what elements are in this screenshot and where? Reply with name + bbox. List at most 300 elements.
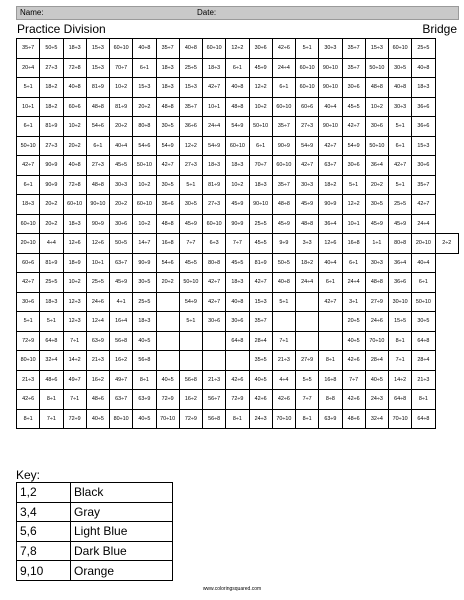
grid-cell[interactable]: 20÷5 <box>342 312 365 332</box>
grid-cell[interactable]: 30÷6 <box>249 39 272 59</box>
grid-cell[interactable]: 50÷5 <box>272 253 295 273</box>
grid-cell[interactable]: 35÷7 <box>272 175 295 195</box>
grid-cell[interactable]: 10÷2 <box>63 273 86 293</box>
grid-cell[interactable]: 12÷4 <box>86 312 109 332</box>
grid-cell[interactable]: 21÷3 <box>272 351 295 371</box>
grid-cell[interactable]: 60÷10 <box>203 214 226 234</box>
grid-cell[interactable]: 7÷7 <box>226 234 249 254</box>
grid-cell[interactable]: 10÷1 <box>86 253 109 273</box>
grid-cell[interactable]: 80÷8 <box>389 234 412 254</box>
grid-cell[interactable]: 80÷10 <box>110 409 133 429</box>
grid-cell[interactable]: 32÷4 <box>365 409 388 429</box>
grid-cell[interactable]: 50÷10 <box>365 136 388 156</box>
grid-cell[interactable]: 10÷2 <box>226 175 249 195</box>
grid-cell[interactable]: 30÷3 <box>389 97 412 117</box>
grid-cell[interactable]: 6÷1 <box>342 253 365 273</box>
grid-cell[interactable]: 6÷3 <box>203 234 226 254</box>
grid-cell[interactable]: 30÷6 <box>365 117 388 137</box>
grid-cell[interactable] <box>179 331 202 351</box>
grid-cell[interactable]: 45÷9 <box>365 214 388 234</box>
grid-cell[interactable]: 18÷3 <box>203 58 226 78</box>
grid-cell[interactable]: 48÷8 <box>156 97 179 117</box>
grid-cell[interactable]: 54÷9 <box>342 136 365 156</box>
grid-cell[interactable]: 27÷9 <box>296 351 319 371</box>
grid-cell[interactable]: 8÷1 <box>389 331 412 351</box>
grid-cell[interactable]: 48÷8 <box>296 214 319 234</box>
grid-cell[interactable]: 35÷7 <box>342 58 365 78</box>
grid-cell[interactable]: 25÷5 <box>133 292 156 312</box>
grid-cell[interactable]: 20÷4 <box>17 58 40 78</box>
grid-cell[interactable]: 42÷7 <box>203 273 226 293</box>
grid-cell[interactable]: 24÷6 <box>86 292 109 312</box>
grid-cell[interactable]: 27÷3 <box>296 117 319 137</box>
grid-cell[interactable]: 56÷7 <box>203 390 226 410</box>
grid-cell[interactable]: 40÷8 <box>412 58 435 78</box>
grid-cell[interactable]: 81÷9 <box>249 253 272 273</box>
grid-cell[interactable]: 8÷1 <box>17 409 40 429</box>
grid-cell[interactable]: 8÷1 <box>412 390 435 410</box>
grid-cell[interactable]: 18÷3 <box>412 78 435 98</box>
grid-cell[interactable]: 18÷3 <box>156 78 179 98</box>
grid-cell[interactable]: 8÷1 <box>226 409 249 429</box>
grid-cell[interactable]: 5÷1 <box>179 175 202 195</box>
grid-cell[interactable]: 72÷8 <box>63 58 86 78</box>
grid-cell[interactable]: 40÷8 <box>389 78 412 98</box>
grid-cell[interactable]: 5÷1 <box>40 312 63 332</box>
grid-cell[interactable]: 60÷10 <box>272 156 295 176</box>
grid-cell[interactable]: 30÷3 <box>110 175 133 195</box>
grid-cell[interactable]: 60÷10 <box>203 39 226 59</box>
grid-cell[interactable]: 81÷9 <box>40 253 63 273</box>
grid-cell[interactable]: 60÷10 <box>296 58 319 78</box>
grid-cell[interactable]: 24÷3 <box>249 409 272 429</box>
grid-cell[interactable]: 7÷1 <box>63 390 86 410</box>
grid-cell[interactable]: 6÷1 <box>133 58 156 78</box>
grid-cell[interactable]: 6÷1 <box>17 175 40 195</box>
grid-cell[interactable]: 8÷1 <box>40 390 63 410</box>
grid-cell[interactable]: 24÷6 <box>365 312 388 332</box>
grid-cell[interactable]: 18÷3 <box>63 214 86 234</box>
grid-cell[interactable]: 48÷6 <box>40 370 63 390</box>
grid-cell[interactable]: 64÷8 <box>40 331 63 351</box>
grid-cell[interactable]: 25÷5 <box>249 214 272 234</box>
grid-cell[interactable]: 35÷7 <box>17 39 40 59</box>
grid-cell[interactable]: 28÷4 <box>249 331 272 351</box>
grid-cell[interactable]: 48÷8 <box>226 97 249 117</box>
grid-cell[interactable]: 6÷1 <box>412 273 435 293</box>
grid-cell[interactable]: 54÷9 <box>296 136 319 156</box>
grid-cell[interactable]: 35÷5 <box>249 351 272 371</box>
grid-cell[interactable] <box>156 351 179 371</box>
grid-cell[interactable]: 20÷2 <box>110 117 133 137</box>
grid-cell[interactable] <box>319 331 342 351</box>
grid-cell[interactable]: 60÷10 <box>17 214 40 234</box>
grid-cell[interactable]: 36÷6 <box>156 195 179 215</box>
grid-cell[interactable]: 30÷5 <box>156 175 179 195</box>
grid-cell[interactable]: 42÷7 <box>203 78 226 98</box>
grid-cell[interactable]: 48÷8 <box>156 214 179 234</box>
grid-cell[interactable]: 27÷3 <box>203 195 226 215</box>
grid-cell[interactable]: 12÷2 <box>342 195 365 215</box>
grid-cell[interactable]: 42÷7 <box>17 273 40 293</box>
grid-cell[interactable]: 30÷3 <box>365 253 388 273</box>
grid-cell[interactable]: 40÷8 <box>272 273 295 293</box>
grid-cell[interactable]: 7÷1 <box>389 351 412 371</box>
grid-cell[interactable]: 5÷1 <box>296 39 319 59</box>
grid-cell[interactable]: 18÷3 <box>226 273 249 293</box>
grid-cell[interactable]: 7÷1 <box>40 409 63 429</box>
grid-cell[interactable]: 45÷9 <box>110 273 133 293</box>
grid-cell[interactable]: 10÷2 <box>365 97 388 117</box>
grid-cell[interactable]: 30÷6 <box>412 156 435 176</box>
grid-cell[interactable]: 42÷7 <box>249 273 272 293</box>
grid-cell[interactable]: 90÷9 <box>133 253 156 273</box>
grid-cell[interactable]: 70÷7 <box>249 156 272 176</box>
grid-cell[interactable]: 18÷2 <box>40 78 63 98</box>
grid-cell[interactable]: 15÷3 <box>365 39 388 59</box>
grid-cell[interactable]: 5÷1 <box>272 292 295 312</box>
grid-cell[interactable]: 20÷2 <box>110 195 133 215</box>
grid-cell[interactable]: 4÷4 <box>40 234 63 254</box>
grid-cell[interactable]: 42÷7 <box>319 136 342 156</box>
grid-cell[interactable]: 35÷7 <box>249 312 272 332</box>
grid-cell[interactable]: 20÷2 <box>40 214 63 234</box>
grid-cell[interactable]: 72÷9 <box>17 331 40 351</box>
grid-cell[interactable]: 16÷8 <box>156 234 179 254</box>
grid-cell[interactable]: 40÷5 <box>249 370 272 390</box>
grid-cell[interactable]: 70÷7 <box>110 58 133 78</box>
grid-cell[interactable]: 42÷7 <box>412 195 435 215</box>
grid-cell[interactable]: 42÷7 <box>342 117 365 137</box>
grid-cell[interactable]: 10÷2 <box>133 175 156 195</box>
grid-cell[interactable]: 4÷4 <box>272 370 295 390</box>
grid-cell[interactable]: 60÷10 <box>389 39 412 59</box>
grid-cell[interactable]: 30÷5 <box>133 273 156 293</box>
grid-cell[interactable]: 90÷9 <box>319 195 342 215</box>
grid-cell[interactable]: 30÷6 <box>342 156 365 176</box>
grid-cell[interactable]: 20÷2 <box>40 195 63 215</box>
grid-cell[interactable] <box>179 351 202 371</box>
grid-cell[interactable]: 42÷6 <box>342 351 365 371</box>
grid-cell[interactable]: 1÷1 <box>365 234 388 254</box>
grid-cell[interactable]: 28÷4 <box>412 351 435 371</box>
grid-cell[interactable]: 15÷5 <box>389 312 412 332</box>
grid-cell[interactable]: 30÷6 <box>17 292 40 312</box>
grid-cell[interactable]: 36÷6 <box>389 273 412 293</box>
grid-cell[interactable]: 45÷5 <box>110 156 133 176</box>
grid-cell[interactable]: 63÷9 <box>319 409 342 429</box>
grid-cell[interactable]: 54÷9 <box>203 136 226 156</box>
grid-cell[interactable]: 30÷5 <box>179 195 202 215</box>
grid-cell[interactable]: 12÷2 <box>179 136 202 156</box>
grid-cell[interactable]: 16÷2 <box>110 351 133 371</box>
grid-cell[interactable]: 70÷10 <box>365 331 388 351</box>
grid-cell[interactable]: 90÷9 <box>40 156 63 176</box>
grid-cell[interactable]: 60÷6 <box>17 253 40 273</box>
grid-cell[interactable]: 21÷3 <box>203 370 226 390</box>
grid-cell[interactable]: 49÷7 <box>110 370 133 390</box>
grid-cell[interactable]: 50÷10 <box>133 156 156 176</box>
grid-cell[interactable]: 12÷3 <box>63 312 86 332</box>
grid-cell[interactable]: 50÷10 <box>412 292 435 312</box>
grid-cell[interactable]: 48÷8 <box>365 273 388 293</box>
grid-cell[interactable]: 60÷10 <box>226 136 249 156</box>
grid-cell[interactable]: 18÷3 <box>249 175 272 195</box>
grid-cell[interactable]: 36÷6 <box>412 97 435 117</box>
grid-cell[interactable]: 80÷8 <box>133 117 156 137</box>
grid-cell[interactable]: 48÷6 <box>342 409 365 429</box>
grid-cell[interactable]: 5÷1 <box>17 78 40 98</box>
grid-cell[interactable]: 30÷5 <box>365 195 388 215</box>
grid-cell[interactable]: 10÷1 <box>203 97 226 117</box>
grid-cell[interactable]: 48÷6 <box>86 390 109 410</box>
grid-cell[interactable] <box>319 312 342 332</box>
grid-cell[interactable]: 42÷7 <box>296 156 319 176</box>
grid-cell[interactable]: 40÷8 <box>63 156 86 176</box>
grid-cell[interactable]: 81÷9 <box>110 97 133 117</box>
grid-cell[interactable]: 25÷5 <box>412 39 435 59</box>
grid-cell[interactable]: 60÷10 <box>110 39 133 59</box>
grid-cell[interactable]: 80÷8 <box>203 253 226 273</box>
grid-cell[interactable]: 54÷6 <box>86 117 109 137</box>
grid-cell[interactable]: 72÷8 <box>63 175 86 195</box>
grid-cell[interactable]: 42÷7 <box>389 156 412 176</box>
grid-cell[interactable]: 48÷8 <box>272 195 295 215</box>
grid-cell[interactable]: 42÷6 <box>249 390 272 410</box>
grid-cell[interactable]: 20÷10 <box>17 234 40 254</box>
grid-cell[interactable]: 15÷3 <box>86 39 109 59</box>
grid-cell[interactable]: 30÷6 <box>342 78 365 98</box>
grid-cell[interactable]: 45÷5 <box>179 253 202 273</box>
grid-cell[interactable]: 40÷8 <box>179 39 202 59</box>
grid-cell[interactable]: 27÷3 <box>179 156 202 176</box>
grid-cell[interactable]: 36÷4 <box>365 156 388 176</box>
grid-cell[interactable]: 18÷9 <box>63 253 86 273</box>
grid-cell[interactable]: 16÷2 <box>179 390 202 410</box>
grid-cell[interactable]: 6÷1 <box>272 78 295 98</box>
grid-cell[interactable]: 18÷3 <box>17 195 40 215</box>
grid-cell[interactable]: 60÷10 <box>133 195 156 215</box>
grid-cell[interactable]: 54÷9 <box>179 292 202 312</box>
grid-cell[interactable]: 45÷5 <box>226 253 249 273</box>
grid-cell[interactable]: 15÷3 <box>179 78 202 98</box>
grid-cell[interactable]: 10÷1 <box>17 97 40 117</box>
grid-cell[interactable]: 5÷1 <box>179 312 202 332</box>
grid-cell[interactable]: 30÷6 <box>226 312 249 332</box>
grid-cell[interactable]: 12÷6 <box>63 234 86 254</box>
grid-cell[interactable]: 12÷6 <box>86 234 109 254</box>
grid-cell[interactable]: 32÷4 <box>40 351 63 371</box>
grid-cell[interactable]: 4÷1 <box>110 292 133 312</box>
grid-cell[interactable]: 45÷9 <box>296 195 319 215</box>
grid-cell[interactable]: 40÷8 <box>226 292 249 312</box>
grid-cell[interactable]: 45÷5 <box>249 234 272 254</box>
grid-cell[interactable]: 50÷10 <box>249 117 272 137</box>
grid-cell[interactable]: 8÷1 <box>319 351 342 371</box>
grid-cell[interactable]: 27÷3 <box>40 136 63 156</box>
grid-cell[interactable]: 7÷1 <box>63 331 86 351</box>
grid-cell[interactable]: 30÷6 <box>203 312 226 332</box>
grid-cell[interactable]: 21÷3 <box>17 370 40 390</box>
grid-cell[interactable]: 42÷7 <box>203 292 226 312</box>
grid-cell[interactable] <box>156 312 179 332</box>
grid-cell[interactable]: 5÷5 <box>296 370 319 390</box>
grid-cell[interactable]: 16÷8 <box>319 370 342 390</box>
grid-cell[interactable]: 25÷5 <box>40 273 63 293</box>
grid-cell[interactable]: 70÷10 <box>272 409 295 429</box>
grid-cell[interactable]: 5÷1 <box>17 312 40 332</box>
grid-cell[interactable]: 6÷1 <box>17 117 40 137</box>
grid-cell[interactable]: 50÷10 <box>365 58 388 78</box>
grid-cell[interactable]: 18÷3 <box>133 312 156 332</box>
grid-cell[interactable]: 45÷9 <box>179 214 202 234</box>
grid-cell[interactable]: 10÷2 <box>249 97 272 117</box>
grid-cell[interactable]: 48÷8 <box>86 175 109 195</box>
grid-cell[interactable]: 21÷3 <box>412 370 435 390</box>
grid-cell[interactable]: 12÷6 <box>319 234 342 254</box>
grid-cell[interactable]: 81÷9 <box>40 117 63 137</box>
grid-cell[interactable]: 5÷1 <box>389 117 412 137</box>
grid-cell[interactable]: 90÷9 <box>272 136 295 156</box>
grid-cell[interactable]: 64÷8 <box>412 409 435 429</box>
grid-cell[interactable]: 42÷6 <box>272 39 295 59</box>
grid-cell[interactable]: 8÷8 <box>319 390 342 410</box>
grid-cell[interactable]: 48÷8 <box>86 97 109 117</box>
grid-cell[interactable]: 7÷7 <box>342 370 365 390</box>
grid-cell[interactable]: 30÷5 <box>156 117 179 137</box>
grid-cell[interactable]: 18÷3 <box>156 58 179 78</box>
grid-cell[interactable]: 90÷10 <box>319 117 342 137</box>
grid-cell[interactable]: 72÷9 <box>226 390 249 410</box>
grid-cell[interactable]: 40÷5 <box>365 370 388 390</box>
grid-cell[interactable]: 18÷3 <box>40 292 63 312</box>
grid-cell[interactable]: 10÷2 <box>63 117 86 137</box>
grid-cell[interactable]: 35÷7 <box>412 175 435 195</box>
grid-cell[interactable]: 20÷10 <box>412 234 435 254</box>
grid-cell[interactable] <box>156 292 179 312</box>
grid-cell[interactable]: 24÷3 <box>365 390 388 410</box>
grid-cell[interactable]: 40÷8 <box>63 78 86 98</box>
grid-cell[interactable]: 18÷2 <box>40 97 63 117</box>
grid-cell[interactable]: 18÷2 <box>296 253 319 273</box>
grid-cell[interactable]: 72÷9 <box>179 409 202 429</box>
grid-cell[interactable] <box>272 312 295 332</box>
grid-cell[interactable]: 54÷6 <box>133 136 156 156</box>
grid-cell[interactable] <box>296 292 319 312</box>
grid-cell[interactable]: 8÷1 <box>133 370 156 390</box>
grid-cell[interactable]: 64÷8 <box>412 331 435 351</box>
grid-cell[interactable]: 18÷3 <box>226 156 249 176</box>
grid-cell[interactable]: 40÷4 <box>319 253 342 273</box>
grid-cell[interactable]: 6÷1 <box>226 58 249 78</box>
grid-cell[interactable]: 60÷10 <box>296 78 319 98</box>
grid-cell[interactable]: 90÷9 <box>86 214 109 234</box>
grid-cell[interactable]: 90÷9 <box>40 175 63 195</box>
grid-cell[interactable]: 63÷9 <box>86 331 109 351</box>
grid-cell[interactable] <box>156 331 179 351</box>
grid-cell[interactable]: 24÷4 <box>203 117 226 137</box>
grid-cell[interactable]: 30÷3 <box>296 175 319 195</box>
grid-cell[interactable]: 40÷8 <box>133 39 156 59</box>
grid-cell[interactable]: 10÷2 <box>133 214 156 234</box>
grid-cell[interactable]: 63÷7 <box>319 156 342 176</box>
grid-cell[interactable]: 70÷10 <box>156 409 179 429</box>
grid-cell[interactable]: 40÷5 <box>156 370 179 390</box>
grid-cell[interactable]: 36÷4 <box>319 214 342 234</box>
grid-cell[interactable]: 15÷3 <box>249 292 272 312</box>
grid-cell[interactable]: 42÷6 <box>17 390 40 410</box>
grid-cell[interactable]: 7÷1 <box>272 331 295 351</box>
grid-cell[interactable]: 45÷9 <box>249 58 272 78</box>
grid-cell[interactable]: 20÷2 <box>63 136 86 156</box>
grid-cell[interactable]: 5÷1 <box>342 175 365 195</box>
grid-cell[interactable]: 24÷4 <box>412 214 435 234</box>
grid-cell[interactable]: 25÷5 <box>86 273 109 293</box>
grid-cell[interactable]: 20÷2 <box>365 175 388 195</box>
grid-cell[interactable]: 27÷3 <box>86 156 109 176</box>
grid-cell[interactable]: 72÷9 <box>63 409 86 429</box>
grid-cell[interactable]: 72÷9 <box>156 390 179 410</box>
grid-cell[interactable]: 63÷7 <box>110 390 133 410</box>
grid-cell[interactable]: 30÷6 <box>110 214 133 234</box>
grid-cell[interactable]: 7÷7 <box>179 234 202 254</box>
grid-cell[interactable]: 42÷7 <box>17 156 40 176</box>
grid-cell[interactable]: 15÷3 <box>412 136 435 156</box>
grid-cell[interactable]: 12÷3 <box>63 292 86 312</box>
grid-cell[interactable]: 20÷2 <box>156 273 179 293</box>
grid-cell[interactable]: 3÷1 <box>342 292 365 312</box>
grid-cell[interactable]: 64÷8 <box>389 390 412 410</box>
grid-cell[interactable]: 60÷6 <box>296 97 319 117</box>
grid-cell[interactable]: 40÷5 <box>342 331 365 351</box>
grid-cell[interactable]: 6÷1 <box>319 273 342 293</box>
grid-cell[interactable]: 40÷5 <box>86 409 109 429</box>
grid-cell[interactable]: 30÷3 <box>319 39 342 59</box>
grid-cell[interactable]: 36÷4 <box>389 253 412 273</box>
grid-cell[interactable]: 40÷5 <box>133 331 156 351</box>
grid-cell[interactable]: 14÷2 <box>389 370 412 390</box>
grid-cell[interactable]: 6÷1 <box>249 136 272 156</box>
grid-cell[interactable]: 5÷1 <box>389 175 412 195</box>
grid-cell[interactable] <box>296 331 319 351</box>
grid-cell[interactable]: 56÷8 <box>133 351 156 371</box>
grid-cell[interactable]: 42÷7 <box>319 292 342 312</box>
grid-cell[interactable]: 35÷7 <box>272 117 295 137</box>
grid-cell[interactable]: 56÷8 <box>179 370 202 390</box>
grid-cell[interactable]: 40÷4 <box>319 97 342 117</box>
grid-cell[interactable]: 12÷2 <box>249 78 272 98</box>
grid-cell[interactable]: 50÷5 <box>110 234 133 254</box>
grid-cell[interactable]: 70÷10 <box>389 409 412 429</box>
grid-cell[interactable]: 50÷10 <box>17 136 40 156</box>
grid-cell[interactable]: 40÷4 <box>412 253 435 273</box>
grid-cell[interactable]: 40÷8 <box>226 78 249 98</box>
grid-cell[interactable]: 35÷7 <box>342 39 365 59</box>
grid-cell[interactable]: 16÷8 <box>342 234 365 254</box>
grid-cell[interactable] <box>203 351 226 371</box>
grid-cell[interactable]: 30÷5 <box>389 58 412 78</box>
grid-cell[interactable]: 7÷7 <box>296 390 319 410</box>
grid-cell[interactable] <box>203 331 226 351</box>
grid-cell[interactable]: 16÷4 <box>110 312 133 332</box>
grid-cell[interactable]: 8÷1 <box>296 409 319 429</box>
grid-cell[interactable]: 12÷2 <box>226 39 249 59</box>
grid-cell[interactable]: 90÷10 <box>319 78 342 98</box>
grid-cell[interactable]: 60÷10 <box>272 97 295 117</box>
grid-cell[interactable]: 63÷9 <box>133 390 156 410</box>
grid-cell[interactable]: 10÷2 <box>110 78 133 98</box>
grid-cell[interactable]: 63÷7 <box>110 253 133 273</box>
